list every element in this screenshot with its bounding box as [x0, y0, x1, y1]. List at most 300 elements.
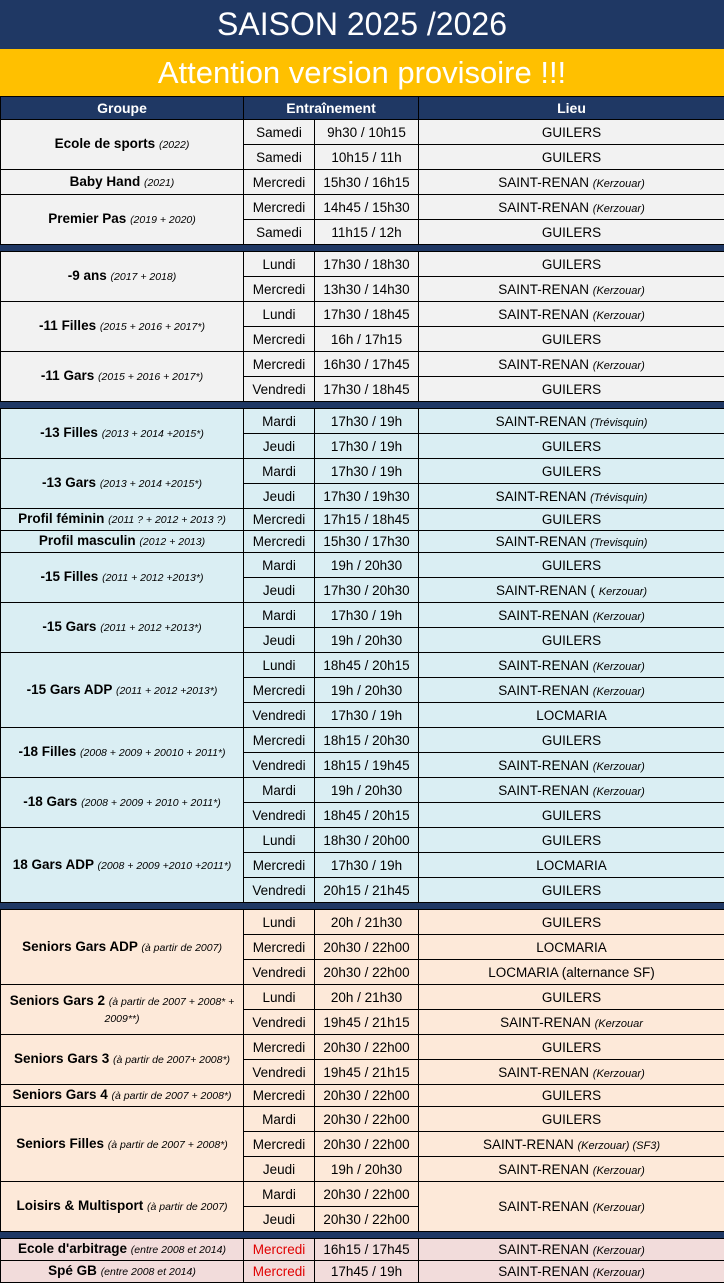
- group-cell: [1, 170, 244, 195]
- time-cell: 15h30 / 16h15: [315, 170, 419, 195]
- day-cell: Mercredi: [244, 327, 315, 352]
- place-cell: [419, 1239, 724, 1261]
- place-cell: [419, 753, 724, 778]
- group-years: (2012 + 2013): [139, 536, 206, 548]
- place-note: (Trevisquin): [590, 537, 648, 549]
- place-cell: [419, 578, 724, 603]
- group-name: Baby Hand: [69, 173, 141, 189]
- place-cell: [419, 1035, 724, 1060]
- time-cell: 19h / 20h30: [315, 553, 419, 578]
- place-cell: [419, 434, 724, 459]
- time-cell: 14h45 / 15h30: [315, 195, 419, 220]
- place-cell: [419, 484, 724, 509]
- place-cell: [419, 628, 724, 653]
- place-name: GUILERS: [541, 557, 602, 573]
- schedule-row: [1, 653, 724, 678]
- place-name: SAINT-RENAN: [498, 757, 590, 773]
- place-note: (Kerzouar: [594, 1017, 643, 1030]
- group-cell: [1, 553, 244, 603]
- section-divider: [1, 1232, 724, 1239]
- schedule-row: [1, 728, 724, 753]
- section-divider: [1, 903, 724, 910]
- day-cell: Vendredi: [244, 803, 315, 828]
- day-cell: Vendredi: [244, 960, 315, 985]
- place-cell: [419, 220, 724, 245]
- place-name: SAINT-RENAN: [495, 488, 587, 504]
- place-name: GUILERS: [541, 882, 602, 898]
- group-years: (2008 + 2009 + 20010 + 2011*): [80, 747, 226, 759]
- place-note: (Kerzouar): [592, 1202, 645, 1214]
- divider-cell: [1, 402, 724, 409]
- group-name: Loisirs & Multisport: [16, 1198, 144, 1213]
- place-cell: [419, 878, 724, 903]
- group-cell: [1, 409, 244, 459]
- time-cell: 9h30 / 10h15: [315, 120, 419, 145]
- day-cell: Mardi: [244, 409, 315, 434]
- group-name: -15 Filles: [40, 569, 99, 584]
- group-years: (à partir de 2007 + 2008* + 2009**): [104, 995, 235, 1025]
- place-name: GUILERS: [541, 732, 602, 748]
- place-note: (Kerzouar): [592, 660, 645, 673]
- group-cell: [1, 302, 244, 352]
- group-years: (à partir de 2007): [141, 941, 222, 954]
- group-name: -11 Filles: [39, 318, 97, 333]
- day-cell: Mercredi: [244, 195, 315, 220]
- group-name: -13 Gars: [42, 475, 97, 490]
- day-cell: Mardi: [244, 778, 315, 803]
- group-cell: [1, 1239, 244, 1261]
- day-cell: Lundi: [244, 653, 315, 678]
- schedule-row: [1, 195, 724, 220]
- time-cell: 17h30 / 19h: [315, 459, 419, 484]
- group-cell: [1, 985, 244, 1035]
- day-cell: Lundi: [244, 910, 315, 935]
- group-cell: [1, 778, 244, 828]
- group-years: (2013 + 2014 +2015*): [101, 428, 204, 440]
- day-cell: Mercredi: [244, 1132, 315, 1157]
- place-cell: [419, 653, 724, 678]
- day-cell: Mardi: [244, 553, 315, 578]
- group-name: -15 Gars: [42, 619, 97, 634]
- day-cell: Vendredi: [244, 1060, 315, 1085]
- group-name: Spé GB: [48, 1263, 97, 1278]
- schedule-row: [1, 459, 724, 484]
- group-years: (2011 + 2012 +2013*): [102, 572, 204, 584]
- place-cell: [419, 252, 724, 277]
- time-cell: 20h15 / 21h45: [315, 878, 419, 903]
- time-cell: 13h30 / 14h30: [315, 277, 419, 302]
- place-name: SAINT-RENAN: [498, 199, 590, 215]
- place-name: GUILERS: [541, 807, 602, 823]
- time-cell: 15h30 / 17h30: [315, 531, 419, 553]
- time-cell: 17h30 / 20h30: [315, 578, 419, 603]
- day-cell: Samedi: [244, 120, 315, 145]
- group-years: (à partir de 2007 + 2008*): [111, 1090, 232, 1102]
- schedule-table: [0, 96, 724, 1283]
- place-cell: [419, 302, 724, 327]
- day-cell: Samedi: [244, 145, 315, 170]
- group-name: Ecole d'arbitrage: [18, 1241, 128, 1256]
- day-cell: Mercredi: [244, 170, 315, 195]
- time-cell: 17h30 / 18h30: [315, 252, 419, 277]
- place-cell: [419, 678, 724, 703]
- schedule-row: [1, 1261, 724, 1283]
- place-name: SAINT-RENAN: [498, 1242, 590, 1257]
- group-cell: [1, 120, 244, 170]
- schedule-row: [1, 252, 724, 277]
- group-name: Premier Pas: [48, 211, 127, 226]
- time-cell: 17h30 / 19h: [315, 603, 419, 628]
- group-cell: [1, 509, 244, 531]
- time-cell: 20h30 / 22h00: [315, 1085, 419, 1107]
- day-cell: Vendredi: [244, 377, 315, 402]
- place-note: (Kerzouar): [592, 309, 645, 322]
- time-cell: 16h30 / 17h45: [315, 352, 419, 377]
- day-cell: Mercredi: [244, 277, 315, 302]
- day-cell: Lundi: [244, 252, 315, 277]
- group-name: Seniors Gars 2: [9, 992, 106, 1008]
- schedule-row: [1, 409, 724, 434]
- place-note: (Kerzouar): [592, 1267, 645, 1279]
- time-cell: 20h30 / 22h00: [315, 1182, 419, 1207]
- place-cell: [419, 1060, 724, 1085]
- place-cell: [419, 377, 724, 402]
- time-cell: 18h15 / 19h45: [315, 753, 419, 778]
- place-name: LOCMARIA: [536, 939, 607, 955]
- place-note: (Kerzouar): [592, 1067, 645, 1080]
- place-name: SAINT-RENAN: [498, 174, 590, 190]
- place-cell: [419, 327, 724, 352]
- group-name: Seniors Filles: [16, 1135, 105, 1151]
- time-cell: 20h30 / 22h00: [315, 1207, 419, 1232]
- time-cell: 18h30 / 20h00: [315, 828, 419, 853]
- place-name: LOCMARIA: [536, 707, 607, 723]
- time-cell: 17h45 / 19h: [315, 1261, 419, 1283]
- group-cell: [1, 1182, 244, 1232]
- time-cell: 20h30 / 22h00: [315, 1132, 419, 1157]
- group-years: (à partir de 2007 + 2008*): [107, 1138, 228, 1151]
- time-cell: 17h30 / 19h30: [315, 484, 419, 509]
- schedule-row: [1, 553, 724, 578]
- time-cell: 19h / 20h30: [315, 678, 419, 703]
- section-divider: [1, 245, 724, 252]
- group-name: -9 ans: [67, 268, 107, 283]
- schedule-row: [1, 170, 724, 195]
- time-cell: 19h / 20h30: [315, 1157, 419, 1182]
- place-cell: [419, 145, 724, 170]
- group-name: Profil masculin: [38, 533, 136, 548]
- group-name: -13 Filles: [40, 425, 98, 440]
- group-name: Profil féminin: [18, 511, 105, 526]
- group-years: (à partir de 2007+ 2008*): [113, 1054, 231, 1066]
- group-name: -15 Gars ADP: [26, 681, 113, 697]
- time-cell: 20h30 / 22h00: [315, 1035, 419, 1060]
- place-note: (Kerzouar) (SF3): [577, 1139, 661, 1152]
- schedule-row: [1, 985, 724, 1010]
- place-name: SAINT-RENAN: [495, 534, 587, 549]
- time-cell: 18h15 / 20h30: [315, 728, 419, 753]
- group-cell: [1, 352, 244, 402]
- day-cell: Lundi: [244, 828, 315, 853]
- group-cell: [1, 1107, 244, 1182]
- section-divider: [1, 402, 724, 409]
- day-cell: Samedi: [244, 220, 315, 245]
- place-cell: [419, 459, 724, 484]
- place-name: GUILERS: [541, 989, 602, 1005]
- place-name: GUILERS: [541, 256, 602, 272]
- day-cell: Mercredi: [244, 1035, 315, 1060]
- group-cell: [1, 1035, 244, 1085]
- group-name: Seniors Gars 3: [13, 1051, 110, 1066]
- time-cell: 10h15 / 11h: [315, 145, 419, 170]
- group-name: Ecole de sports: [54, 136, 156, 151]
- place-cell: [419, 553, 724, 578]
- day-cell: Mardi: [244, 459, 315, 484]
- group-cell: [1, 459, 244, 509]
- group-years: (2008 + 2009 +2010 +2011*): [97, 859, 232, 872]
- day-cell: Jeudi: [244, 578, 315, 603]
- place-cell: [419, 1132, 724, 1157]
- day-cell: Vendredi: [244, 703, 315, 728]
- schedule-row: [1, 778, 724, 803]
- time-cell: 17h30 / 19h: [315, 853, 419, 878]
- place-cell: [419, 195, 724, 220]
- divider-cell: [1, 245, 724, 252]
- group-cell: [1, 1085, 244, 1107]
- place-name: SAINT-RENAN: [498, 281, 590, 297]
- place-note: (Kerzouar): [592, 202, 645, 215]
- place-cell: [419, 778, 724, 803]
- group-years: (2021): [143, 176, 175, 189]
- group-name: -18 Filles: [18, 744, 77, 759]
- schedule-row: [1, 1239, 724, 1261]
- schedule-row: [1, 1107, 724, 1132]
- group-years: (2011 + 2012 +2013*): [100, 622, 202, 634]
- group-years: (2015 + 2016 + 2017*): [97, 371, 204, 383]
- group-name: -18 Gars: [23, 794, 78, 809]
- place-note: (Kerzouar): [592, 359, 645, 372]
- place-note: (Kerzouar): [592, 1245, 645, 1257]
- place-cell: [419, 935, 724, 960]
- time-cell: 11h15 / 12h: [315, 220, 419, 245]
- place-cell: [419, 509, 724, 531]
- place-name: SAINT-RENAN: [498, 1199, 590, 1214]
- season-title: SAISON 2025 /2026: [0, 0, 724, 49]
- place-name: GUILERS: [541, 914, 602, 930]
- time-cell: 17h30 / 19h: [315, 703, 419, 728]
- place-cell: [419, 985, 724, 1010]
- place-note: (Kerzouar): [592, 610, 645, 623]
- schedule-row: [1, 1182, 724, 1207]
- group-name: 18 Gars ADP: [12, 856, 94, 872]
- day-cell: Mardi: [244, 1107, 315, 1132]
- place-cell: [419, 960, 724, 985]
- place-name: SAINT-RENAN: [498, 306, 590, 322]
- place-cell: [419, 120, 724, 145]
- day-cell: Lundi: [244, 985, 315, 1010]
- day-cell: Mardi: [244, 1182, 315, 1207]
- group-years: (2019 + 2020): [130, 214, 196, 226]
- schedule-row: [1, 910, 724, 935]
- day-cell: Vendredi: [244, 878, 315, 903]
- time-cell: 16h15 / 17h45: [315, 1239, 419, 1261]
- day-cell: Mercredi: [244, 531, 315, 553]
- schedule-row: [1, 1085, 724, 1107]
- day-cell: Jeudi: [244, 1207, 315, 1232]
- place-note: (Kerzouar): [592, 177, 645, 190]
- time-cell: 20h30 / 22h00: [315, 1107, 419, 1132]
- divider-cell: [1, 1232, 724, 1239]
- place-name: SAINT-RENAN: [498, 682, 590, 698]
- time-cell: 17h30 / 19h: [315, 409, 419, 434]
- divider-cell: [1, 903, 724, 910]
- place-name: SAINT-RENAN: [498, 1161, 590, 1177]
- day-cell: Jeudi: [244, 1157, 315, 1182]
- group-cell: [1, 910, 244, 985]
- time-cell: 17h30 / 18h45: [315, 302, 419, 327]
- place-name: SAINT-RENAN: [500, 1014, 591, 1030]
- day-cell: Lundi: [244, 302, 315, 327]
- place-note: (Trévisquin): [590, 416, 648, 429]
- place-name: LOCMARIA (alternance SF): [488, 964, 655, 980]
- place-name: GUILERS: [541, 381, 602, 397]
- place-name: SAINT-RENAN: [498, 1264, 590, 1279]
- place-name: SAINT-RENAN: [498, 607, 590, 623]
- place-note: (Kerzouar): [592, 284, 645, 297]
- day-cell: Mercredi: [244, 1239, 315, 1261]
- time-cell: 19h45 / 21h15: [315, 1060, 419, 1085]
- place-name: GUILERS: [541, 224, 602, 240]
- day-cell: Mercredi: [244, 1085, 315, 1107]
- group-cell: [1, 252, 244, 302]
- day-cell: Mercredi: [244, 1261, 315, 1283]
- header-training: Entraînement: [244, 97, 419, 120]
- place-cell: [419, 531, 724, 553]
- group-years: (2017 + 2018): [110, 271, 177, 283]
- group-cell: [1, 195, 244, 245]
- schedule-row: [1, 603, 724, 628]
- time-cell: 18h45 / 20h15: [315, 653, 419, 678]
- day-cell: Mardi: [244, 603, 315, 628]
- place-note: (Kerzouar): [592, 760, 645, 773]
- day-cell: Vendredi: [244, 1010, 315, 1035]
- place-cell: [419, 853, 724, 878]
- group-years: (2011 + 2012 +2013*): [115, 684, 218, 697]
- time-cell: 17h15 / 18h45: [315, 509, 419, 531]
- place-cell: [419, 1157, 724, 1182]
- time-cell: 20h30 / 22h00: [315, 960, 419, 985]
- group-years: (2008 + 2009 + 2010 + 2011*): [81, 797, 221, 809]
- place-name: GUILERS: [541, 1088, 602, 1103]
- place-cell: [419, 1085, 724, 1107]
- schedule-row: [1, 302, 724, 327]
- place-cell: [419, 703, 724, 728]
- group-years: (entre 2008 et 2014): [100, 1266, 196, 1278]
- place-note: (Kerzouar): [592, 685, 645, 698]
- day-cell: Mercredi: [244, 728, 315, 753]
- day-cell: Mercredi: [244, 935, 315, 960]
- place-cell: [419, 603, 724, 628]
- time-cell: 19h / 20h30: [315, 778, 419, 803]
- day-cell: Vendredi: [244, 753, 315, 778]
- place-name: GUILERS: [541, 149, 602, 165]
- place-cell: [419, 352, 724, 377]
- time-cell: 20h / 21h30: [315, 985, 419, 1010]
- place-cell: [419, 1182, 724, 1232]
- place-note: (Kerzouar): [592, 785, 645, 798]
- day-cell: Jeudi: [244, 434, 315, 459]
- place-cell: [419, 910, 724, 935]
- time-cell: 20h30 / 22h00: [315, 935, 419, 960]
- place-note: (Kerzouar): [592, 1164, 645, 1177]
- group-years: (2013 + 2014 +2015*): [99, 478, 202, 490]
- day-cell: Mercredi: [244, 853, 315, 878]
- place-cell: [419, 277, 724, 302]
- place-name: SAINT-RENAN: [498, 782, 590, 798]
- place-name: GUILERS: [541, 463, 602, 479]
- day-cell: Jeudi: [244, 484, 315, 509]
- group-cell: [1, 1261, 244, 1283]
- schedule-row: [1, 352, 724, 377]
- schedule-row: [1, 531, 724, 553]
- time-cell: 19h45 / 21h15: [315, 1010, 419, 1035]
- header-row: [1, 97, 724, 120]
- place-name: GUILERS: [541, 632, 602, 648]
- day-cell: Mercredi: [244, 509, 315, 531]
- group-cell: [1, 603, 244, 653]
- group-years: (2015 + 2016 + 2017*): [99, 321, 205, 333]
- time-cell: 17h30 / 18h45: [315, 377, 419, 402]
- group-cell: [1, 828, 244, 903]
- time-cell: 19h / 20h30: [315, 628, 419, 653]
- place-name: SAINT-RENAN: [498, 356, 590, 372]
- group-cell: [1, 653, 244, 728]
- group-name: Seniors Gars 4: [12, 1087, 108, 1102]
- place-cell: [419, 1107, 724, 1132]
- place-cell: [419, 1261, 724, 1283]
- place-name: SAINT-RENAN: [498, 1064, 590, 1080]
- group-years: (entre 2008 et 2014): [130, 1244, 226, 1256]
- group-name: -11 Gars: [40, 368, 95, 383]
- place-name: SAINT-RENAN: [482, 1136, 574, 1152]
- place-name: LOCMARIA: [536, 857, 607, 873]
- place-name: GUILERS: [541, 512, 602, 527]
- day-cell: Mercredi: [244, 352, 315, 377]
- place-name: GUILERS: [541, 1111, 602, 1127]
- time-cell: 16h / 17h15: [315, 327, 419, 352]
- header-place: Lieu: [419, 97, 724, 120]
- provisional-warning: Attention version provisoire !!!: [0, 49, 724, 96]
- place-name: GUILERS: [541, 331, 602, 347]
- header-group: Groupe: [1, 97, 244, 120]
- schedule-row: [1, 1035, 724, 1060]
- day-cell: Jeudi: [244, 628, 315, 653]
- place-name: SAINT-RENAN (: [495, 582, 595, 598]
- place-name: SAINT-RENAN: [495, 413, 587, 429]
- place-name: SAINT-RENAN: [498, 657, 590, 673]
- group-years: (à partir de 2007): [146, 1201, 228, 1213]
- place-cell: [419, 1010, 724, 1035]
- place-note: Kerzouar): [598, 585, 648, 598]
- time-cell: 17h30 / 19h: [315, 434, 419, 459]
- place-cell: [419, 728, 724, 753]
- group-years: (2022): [158, 139, 190, 151]
- schedule-row: [1, 120, 724, 145]
- group-cell: [1, 728, 244, 778]
- day-cell: Mercredi: [244, 678, 315, 703]
- place-name: GUILERS: [541, 438, 602, 454]
- place-cell: [419, 409, 724, 434]
